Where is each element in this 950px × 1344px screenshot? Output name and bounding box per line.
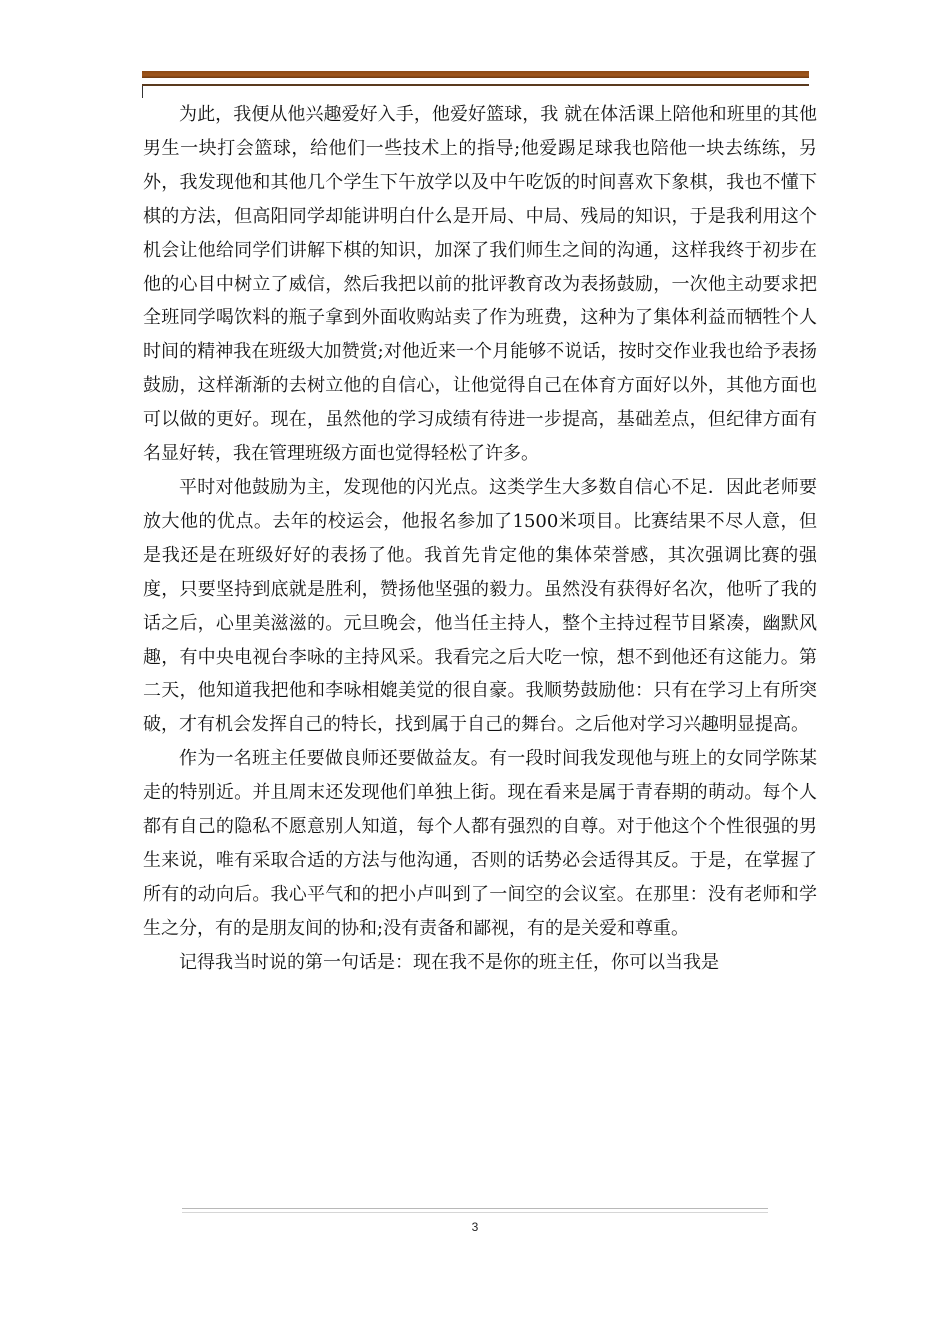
paragraph: 记得我当时说的第一句话是：现在我不是你的班主任，你可以当我是 xyxy=(179,951,719,973)
header-rule xyxy=(142,71,809,78)
header-rule-thin xyxy=(142,84,809,86)
footer-rule xyxy=(182,1208,768,1209)
paragraph: 平时对他鼓励为主，发现他的闪光点。这类学生大多数自信心不足．因此老师要放大他的优点。去年的校运会，他报名参加了1500米项目。比赛结果不尽人意，但是我还是在班级好好的表扬了他。我首先肯定他的集体荣誉感，其次强调比赛的强度，只要坚持到底就是胜利，赞扬他坚强的毅力。虽然没有获得好名次，他听了我的话之后，心里美滋滋的。元旦晚会，他当任主持人，整个主持过程节目紧凑，幽默风趣，有中央电视台李咏的主持风采。我看完之后大吃一惊，想不到他还有这能力。第二天，他知道我把他和李咏相媲美觉的很自豪。我顺势鼓励他：只有在学习上有所突破，才有机会发挥自己的特长，找到属于自己的舞台。之后他对学习兴趣明显提高。 xyxy=(143,476,817,736)
paragraph: 作为一名班主任要做良师还要做益友。有一段时间我发现他与班上的女同学陈某走的特别近。并且周末还发现他们单独上街。现在看来是属于青春期的萌动。每个人都有自己的隐私不愿意别人知道，每个人都有强烈的自尊。对于他这个个性很强的男生来说，唯有采取合适的方法与他沟通，否则的话势必会适得其反。于是，在掌握了所有的动向后。我心平气和的把小卢叫到了一间空的会议室。在那里：没有老师和学生之分，有的是朋友间的协和;没有责备和鄙视，有的是关爱和尊重。 xyxy=(143,748,817,939)
paragraph: 为此，我便从他兴趣爱好入手，他爱好篮球，我 就在体活课上陪他和班里的其他男生一块打会篮球，给他们一些技术上的指导;他爱踢足球我也陪他一块去练练，另外，我发现他和其他几个学生下午放学以及中午吃饭的时间喜欢下象棋，我也不懂下棋的方法，但高阳同学却能讲明白什么是开局、中局、残局的知识，于是我利用这个机会让他给同学们讲解下棋的知识，加深了我们师生之间的沟通，这样我终于初步在他的心目中树立了威信，然后我把以前的批评教育改为表扬鼓励，一次他主动要求把全班同学喝饮料的瓶子拿到外面收购站卖了作为班费，这种为了集体利益而牺牲个人时间的精神我在班级大加赞赏;对他近来一个月能够不说话，按时交作业我也给予表扬鼓励，这样渐渐的去树立他的自信心，让他觉得自己在体育方面好以外，其他方面也可以做的更好。现在，虽然他的学习成绩有待进一步提高，基础差点，但纪律方面有名显好转，我在管理班级方面也觉得轻松了许多。 xyxy=(143,104,817,465)
page-number: 3 xyxy=(471,1220,479,1234)
margin-mark xyxy=(142,86,143,98)
body-text xyxy=(143,98,817,980)
footer-rule-secondary xyxy=(182,1212,768,1213)
